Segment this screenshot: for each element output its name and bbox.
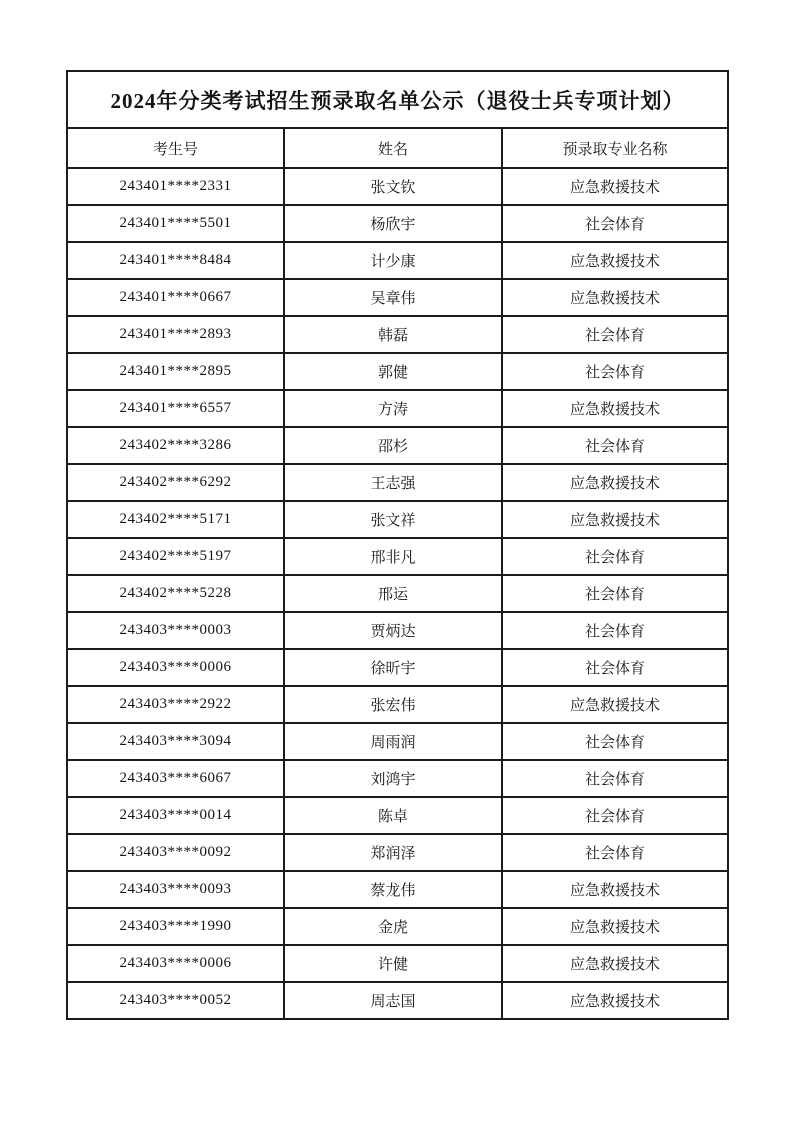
admission-list-table <box>66 70 729 1020</box>
cell-name: 邢运 <box>284 575 502 612</box>
cell-name: 王志强 <box>284 464 502 501</box>
cell-name: 刘鸿宇 <box>284 760 502 797</box>
title-row <box>67 71 728 128</box>
cell-name: 计少康 <box>284 242 502 279</box>
cell-major: 应急救援技术 <box>502 686 728 723</box>
cell-name: 许健 <box>284 945 502 982</box>
table-row <box>67 168 728 205</box>
table-row <box>67 612 728 649</box>
cell-name: 张文钦 <box>284 168 502 205</box>
cell-name: 陈卓 <box>284 797 502 834</box>
table-row <box>67 538 728 575</box>
cell-name: 邢非凡 <box>284 538 502 575</box>
cell-name: 郑润泽 <box>284 834 502 871</box>
cell-name: 贾炳达 <box>284 612 502 649</box>
cell-candidate-no: 243402****6292 <box>67 464 284 501</box>
cell-major: 应急救援技术 <box>502 908 728 945</box>
table-row <box>67 242 728 279</box>
cell-name: 周雨润 <box>284 723 502 760</box>
cell-name: 郭健 <box>284 353 502 390</box>
column-header-name: 姓名 <box>284 128 502 168</box>
cell-major: 社会体育 <box>502 797 728 834</box>
table-row <box>67 686 728 723</box>
cell-major: 社会体育 <box>502 834 728 871</box>
cell-major: 社会体育 <box>502 205 728 242</box>
cell-candidate-no: 243401****0667 <box>67 279 284 316</box>
table-header-row <box>67 128 728 168</box>
cell-candidate-no: 243403****2922 <box>67 686 284 723</box>
table-row <box>67 871 728 908</box>
cell-major: 社会体育 <box>502 427 728 464</box>
table-row <box>67 427 728 464</box>
table-row <box>67 390 728 427</box>
cell-major: 应急救援技术 <box>502 390 728 427</box>
cell-major: 应急救援技术 <box>502 945 728 982</box>
cell-candidate-no: 243403****3094 <box>67 723 284 760</box>
cell-candidate-no: 243401****5501 <box>67 205 284 242</box>
column-header-major: 预录取专业名称 <box>502 128 728 168</box>
cell-major: 社会体育 <box>502 760 728 797</box>
table-row <box>67 908 728 945</box>
table-row <box>67 205 728 242</box>
table-row <box>67 945 728 982</box>
cell-candidate-no: 243403****0006 <box>67 649 284 686</box>
table-row <box>67 279 728 316</box>
cell-major: 应急救援技术 <box>502 501 728 538</box>
cell-candidate-no: 243402****3286 <box>67 427 284 464</box>
cell-name: 韩磊 <box>284 316 502 353</box>
cell-name: 杨欣宇 <box>284 205 502 242</box>
cell-name: 蔡龙伟 <box>284 871 502 908</box>
table-row <box>67 760 728 797</box>
table-row <box>67 649 728 686</box>
table-body <box>67 168 728 1019</box>
table-row <box>67 834 728 871</box>
cell-name: 张宏伟 <box>284 686 502 723</box>
cell-name: 方涛 <box>284 390 502 427</box>
cell-name: 周志国 <box>284 982 502 1019</box>
cell-candidate-no: 243401****8484 <box>67 242 284 279</box>
table-row <box>67 316 728 353</box>
table-row <box>67 464 728 501</box>
cell-name: 金虎 <box>284 908 502 945</box>
cell-name: 邵杉 <box>284 427 502 464</box>
cell-candidate-no: 243402****5197 <box>67 538 284 575</box>
table-row <box>67 797 728 834</box>
cell-candidate-no: 243403****0093 <box>67 871 284 908</box>
cell-candidate-no: 243403****0006 <box>67 945 284 982</box>
cell-candidate-no: 243403****0003 <box>67 612 284 649</box>
document-title: 2024年分类考试招生预录取名单公示（退役士兵专项计划） <box>67 71 728 128</box>
cell-major: 社会体育 <box>502 575 728 612</box>
cell-major: 应急救援技术 <box>502 871 728 908</box>
cell-candidate-no: 243401****6557 <box>67 390 284 427</box>
cell-candidate-no: 243401****2895 <box>67 353 284 390</box>
cell-candidate-no: 243401****2893 <box>67 316 284 353</box>
table-row <box>67 723 728 760</box>
cell-major: 社会体育 <box>502 649 728 686</box>
cell-major: 社会体育 <box>502 723 728 760</box>
cell-major: 社会体育 <box>502 612 728 649</box>
table-row <box>67 982 728 1019</box>
cell-major: 应急救援技术 <box>502 242 728 279</box>
table-row <box>67 353 728 390</box>
cell-name: 吴章伟 <box>284 279 502 316</box>
cell-name: 徐昕宇 <box>284 649 502 686</box>
cell-major: 社会体育 <box>502 353 728 390</box>
cell-major: 应急救援技术 <box>502 168 728 205</box>
cell-candidate-no: 243403****1990 <box>67 908 284 945</box>
cell-name: 张文祥 <box>284 501 502 538</box>
cell-candidate-no: 243401****2331 <box>67 168 284 205</box>
cell-major: 应急救援技术 <box>502 279 728 316</box>
cell-candidate-no: 243403****6067 <box>67 760 284 797</box>
cell-major: 应急救援技术 <box>502 982 728 1019</box>
column-header-candidate-no: 考生号 <box>67 128 284 168</box>
cell-major: 社会体育 <box>502 316 728 353</box>
table-row <box>67 575 728 612</box>
cell-candidate-no: 243403****0092 <box>67 834 284 871</box>
cell-candidate-no: 243402****5228 <box>67 575 284 612</box>
cell-candidate-no: 243403****0052 <box>67 982 284 1019</box>
cell-candidate-no: 243402****5171 <box>67 501 284 538</box>
cell-candidate-no: 243403****0014 <box>67 797 284 834</box>
table-row <box>67 501 728 538</box>
cell-major: 应急救援技术 <box>502 464 728 501</box>
cell-major: 社会体育 <box>502 538 728 575</box>
